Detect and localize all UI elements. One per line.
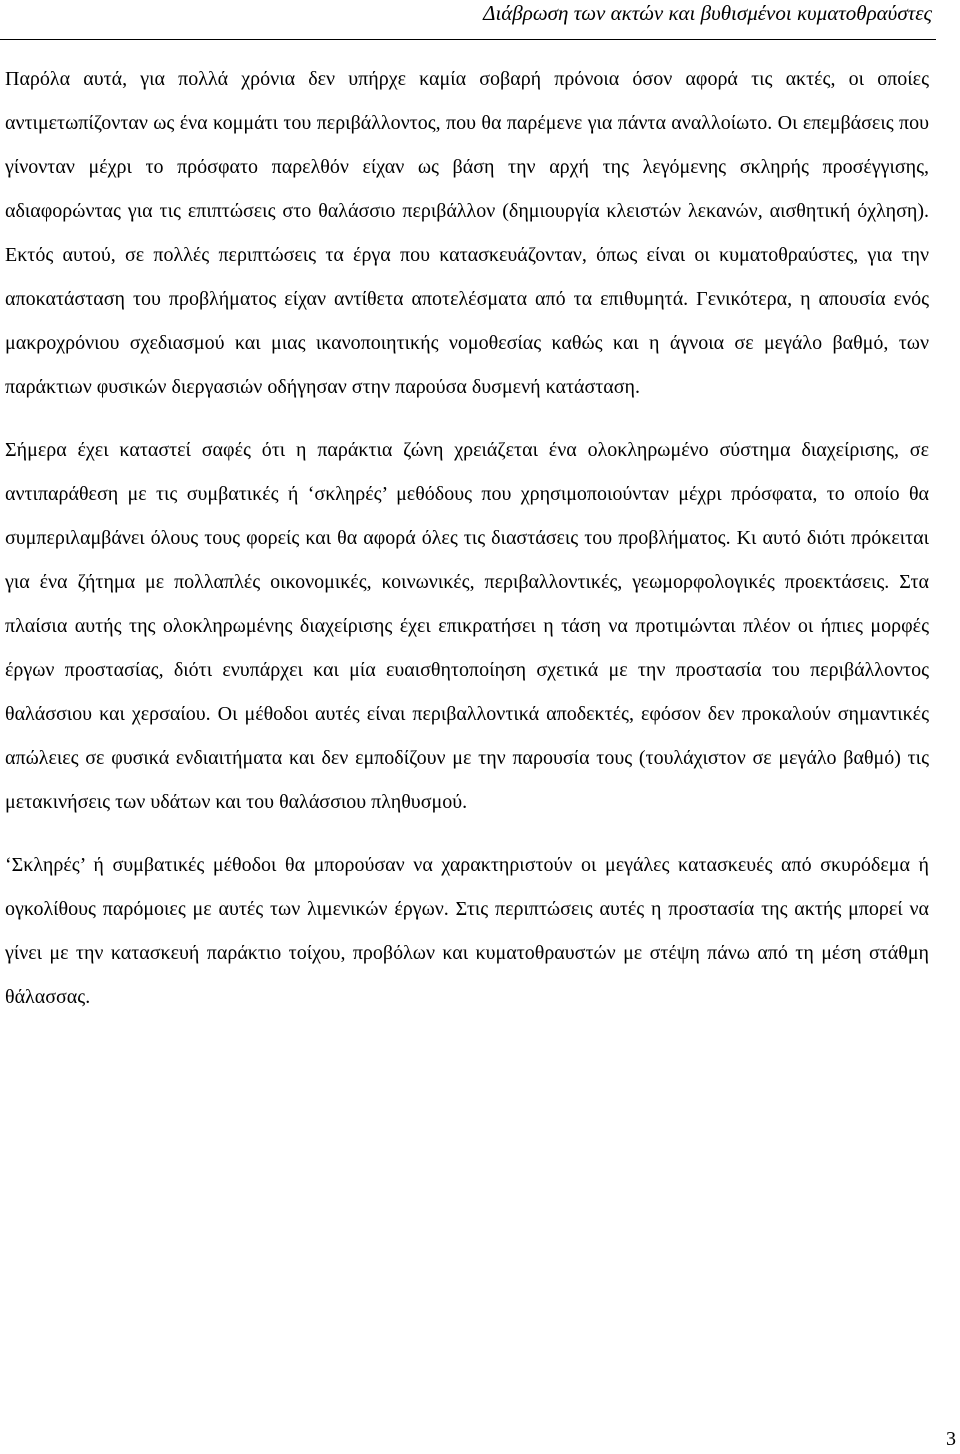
page-number: 3 xyxy=(946,1428,956,1450)
running-header: Διάβρωση των ακτών και βυθισμένοι κυματοθραύστες xyxy=(483,1,932,25)
paragraph-2: Σήμερα έχει καταστεί σαφές ότι η παράκτια ζώνη χρειάζεται ένα ολοκληρωμένο σύστημα διαχείρισης, σε αντιπαράθεση με τις συμβατικές ή ‘σκληρές’ μεθόδους που χρησιμοποιούνταν μέχρι πρόσφατα, το οποίο θα συμπεριλαμβάνει όλους τους φορείς και θα αφορά όλες τις διαστάσεις του προβλήματος. Κι αυτό διότι πρόκειται για ένα ζήτημα με πολλαπλές οικονομικές, κοινωνικές, περιβαλλοντικές, γεωμορφολογικές προεκτάσεις. Στα πλαίσια αυτής της ολοκληρωμένης διαχείρισης έχει επικρατήσει η τάση να προτιμώνται πλέον οι ήπιες μορφές έργων προστασίας, διότι ενυπάρχει και μία ευαισθητοποίηση σχετικά με την προστασία του περιβάλλοντος θαλάσσιου και χερσαίου. Οι μέθοδοι αυτές είναι περιβαλλοντικά αποδεκτές, εφόσον δεν προκαλούν σημαντικές απώλειες σε φυσικά ενδιαιτήματα και δεν εμποδίζουν με την παρουσία τους (τουλάχιστον σε μεγάλο βαθμό) τις μετακινήσεις των υδάτων και του θαλάσσιου πληθυσμού. xyxy=(5,439,929,813)
body-text xyxy=(5,57,929,1019)
header-divider xyxy=(0,39,936,40)
paragraph-1: Παρόλα αυτά, για πολλά χρόνια δεν υπήρχε καμία σοβαρή πρόνοια όσον αφορά τις ακτές, οι οποίες αντιμετωπίζονταν ως ένα κομμάτι του περιβάλλοντος, που θα παρέμενε για πάντα αναλλοίωτο. Οι επεμβάσεις που γίνονταν μέχρι το πρόσφατο παρελθόν είχαν ως βάση την αρχή της λεγόμενης σκληρής προσέγγισης, αδιαφορώντας για τις επιπτώσεις στο θαλάσσιο περιβάλλον (δημιουργία κλειστών λεκανών, αισθητική όχληση). Εκτός αυτού, σε πολλές περιπτώσεις τα έργα που κατασκευάζονταν, όπως είναι οι κυματοθραύστες, για την αποκατάσταση του προβλήματος είχαν αντίθετα αποτελέσματα από τα επιθυμητά. Γενικότερα, η απουσία ενός μακροχρόνιου σχεδιασμού και μιας ικανοποιητικής νομοθεσίας καθώς και η άγνοια σε μεγάλο βαθμό, των παράκτιων φυσικών διεργασιών οδήγησαν στην παρούσα δυσμενή κατάσταση. xyxy=(5,68,929,398)
paragraph-3: ‘Σκληρές’ ή συμβατικές μέθοδοι θα μπορούσαν να χαρακτηριστούν οι μεγάλες κατασκευές από σκυρόδεμα ή ογκολίθους παρόμοιες με αυτές των λιμενικών έργων. Στις περιπτώσεις αυτές η προστασία της ακτής μπορεί να γίνει με την κατασκευή παράκτιο τοίχου, προβόλων και κυματοθραυστών με στέψη πάνω από τη μέση στάθμη θάλασσας. xyxy=(5,854,929,1008)
